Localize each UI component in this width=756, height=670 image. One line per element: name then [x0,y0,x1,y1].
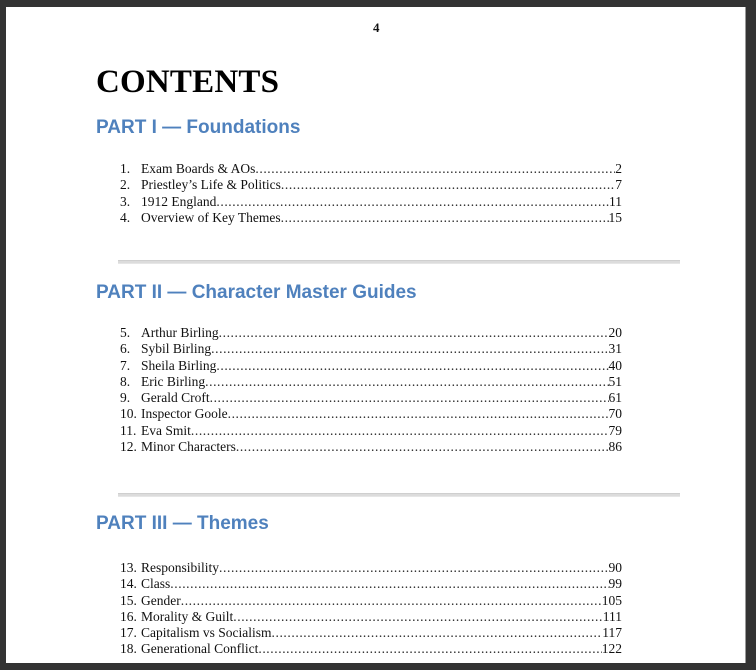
toc-entry[interactable] [6,593,746,609]
toc-entry-label: Arthur Birling [141,325,219,340]
toc-entry-label: Eva Smit [141,422,191,438]
toc-entry-label: Gender [141,592,181,608]
part-2-heading: PART II — Character Master Guides [96,282,417,303]
toc-entry[interactable] [6,423,746,439]
part-3-heading: PART III — Themes [96,513,269,534]
dot-leader [181,593,602,609]
document-page [6,7,746,663]
toc-entry-number: 6. [120,341,131,357]
page-number: 4 [373,20,380,35]
toc-entry-number: 7. [120,357,131,373]
toc-entry-label: Overview of Key Themes [141,209,281,225]
part-2-toc-list [6,325,746,455]
toc-entry-page: 122 [601,641,622,657]
toc-entry-label: Sheila Birling [141,357,217,373]
toc-entry-number: 2. [120,177,131,193]
toc-entry-page: 90 [608,560,622,575]
toc-entry-label: Inspector Goole [141,406,228,422]
toc-entry[interactable] [6,560,746,576]
toc-entry-page: 7 [615,177,622,193]
toc-entry-number: 13. [120,560,137,575]
toc-entry-page: 61 [608,390,622,406]
toc-entry-label: Priestley’s Life & Politics [141,177,281,193]
toc-entry[interactable] [6,177,746,193]
toc-entry-page: 40 [608,357,622,373]
toc-entry-number: 17. [120,625,137,641]
toc-entry[interactable] [6,194,746,210]
toc-entry[interactable] [6,341,746,357]
toc-entry-label: Responsibility [141,560,220,575]
toc-entry[interactable] [6,625,746,641]
dot-leader [170,576,608,592]
toc-entry-number: 12. [120,439,137,455]
toc-entry-page: 105 [601,592,622,608]
dot-leader [219,560,608,576]
toc-entry-number: 3. [120,193,131,209]
toc-entry-number: 4. [120,209,131,225]
toc-entry-page: 15 [608,209,622,225]
dot-leader [281,177,615,193]
toc-entry-number: 5. [120,325,131,340]
toc-entry-number: 11. [120,422,137,438]
toc-entry-page: 86 [608,439,622,455]
toc-entry[interactable] [6,325,746,341]
part-1-toc-list [6,161,746,226]
part-3-toc-list [6,560,746,658]
toc-entry-label: Eric Birling [141,373,206,389]
toc-entry-label: Generational Conflict [141,641,259,657]
section-divider [118,493,680,497]
dot-leader [255,161,615,177]
toc-entry-page: 51 [608,373,622,389]
toc-entry-label: Capitalism vs Socialism [141,625,272,641]
toc-entry[interactable] [6,161,746,177]
toc-entry[interactable] [6,641,746,657]
toc-entry-label: Gerald Croft [141,390,210,406]
toc-entry-page: 2 [615,161,622,176]
dot-leader [210,390,609,406]
dot-leader [205,374,608,390]
toc-entry-number: 15. [120,592,137,608]
toc-entry-page: 20 [608,325,622,340]
dot-leader [272,625,603,641]
toc-entry-number: 1. [120,161,131,176]
dot-leader [216,358,608,374]
dot-leader [216,194,609,210]
section-divider [118,260,680,264]
toc-entry-page: 70 [608,406,622,422]
part-1-heading: PART I — Foundations [96,117,301,138]
toc-entry[interactable] [6,358,746,374]
toc-entry-number: 9. [120,390,131,406]
dot-leader [219,325,609,341]
toc-entry[interactable] [6,390,746,406]
toc-entry-number: 8. [120,373,131,389]
toc-entry-label: Class [141,576,171,592]
toc-entry-number: 14. [120,576,137,592]
toc-entry-page: 99 [608,576,622,592]
toc-entry[interactable] [6,439,746,455]
toc-entry-page: 111 [602,608,622,624]
toc-entry-label: Exam Boards & AOs [141,161,256,176]
dot-leader [258,641,601,657]
toc-entry[interactable] [6,406,746,422]
toc-entry[interactable] [6,576,746,592]
toc-entry-label: Sybil Birling [141,341,212,357]
dot-leader [236,439,609,455]
toc-entry[interactable] [6,374,746,390]
toc-entry-label: 1912 England [141,193,217,209]
toc-entry-page: 117 [602,625,622,641]
toc-entry-page: 31 [608,341,622,357]
toc-entry-number: 16. [120,608,137,624]
toc-entry-number: 10. [120,406,137,422]
toc-entry[interactable] [6,210,746,226]
toc-entry-label: Morality & Guilt [141,608,234,624]
dot-leader [191,423,609,439]
toc-entry-page: 79 [608,422,622,438]
dot-leader [211,341,608,357]
toc-entry-page: 11 [609,193,622,209]
toc-entry-number: 18. [120,641,137,657]
toc-entry-label: Minor Characters [141,439,236,455]
toc-entry[interactable] [6,609,746,625]
dot-leader [228,406,609,422]
dot-leader [281,210,609,226]
contents-title: CONTENTS [96,64,280,100]
dot-leader [233,609,603,625]
